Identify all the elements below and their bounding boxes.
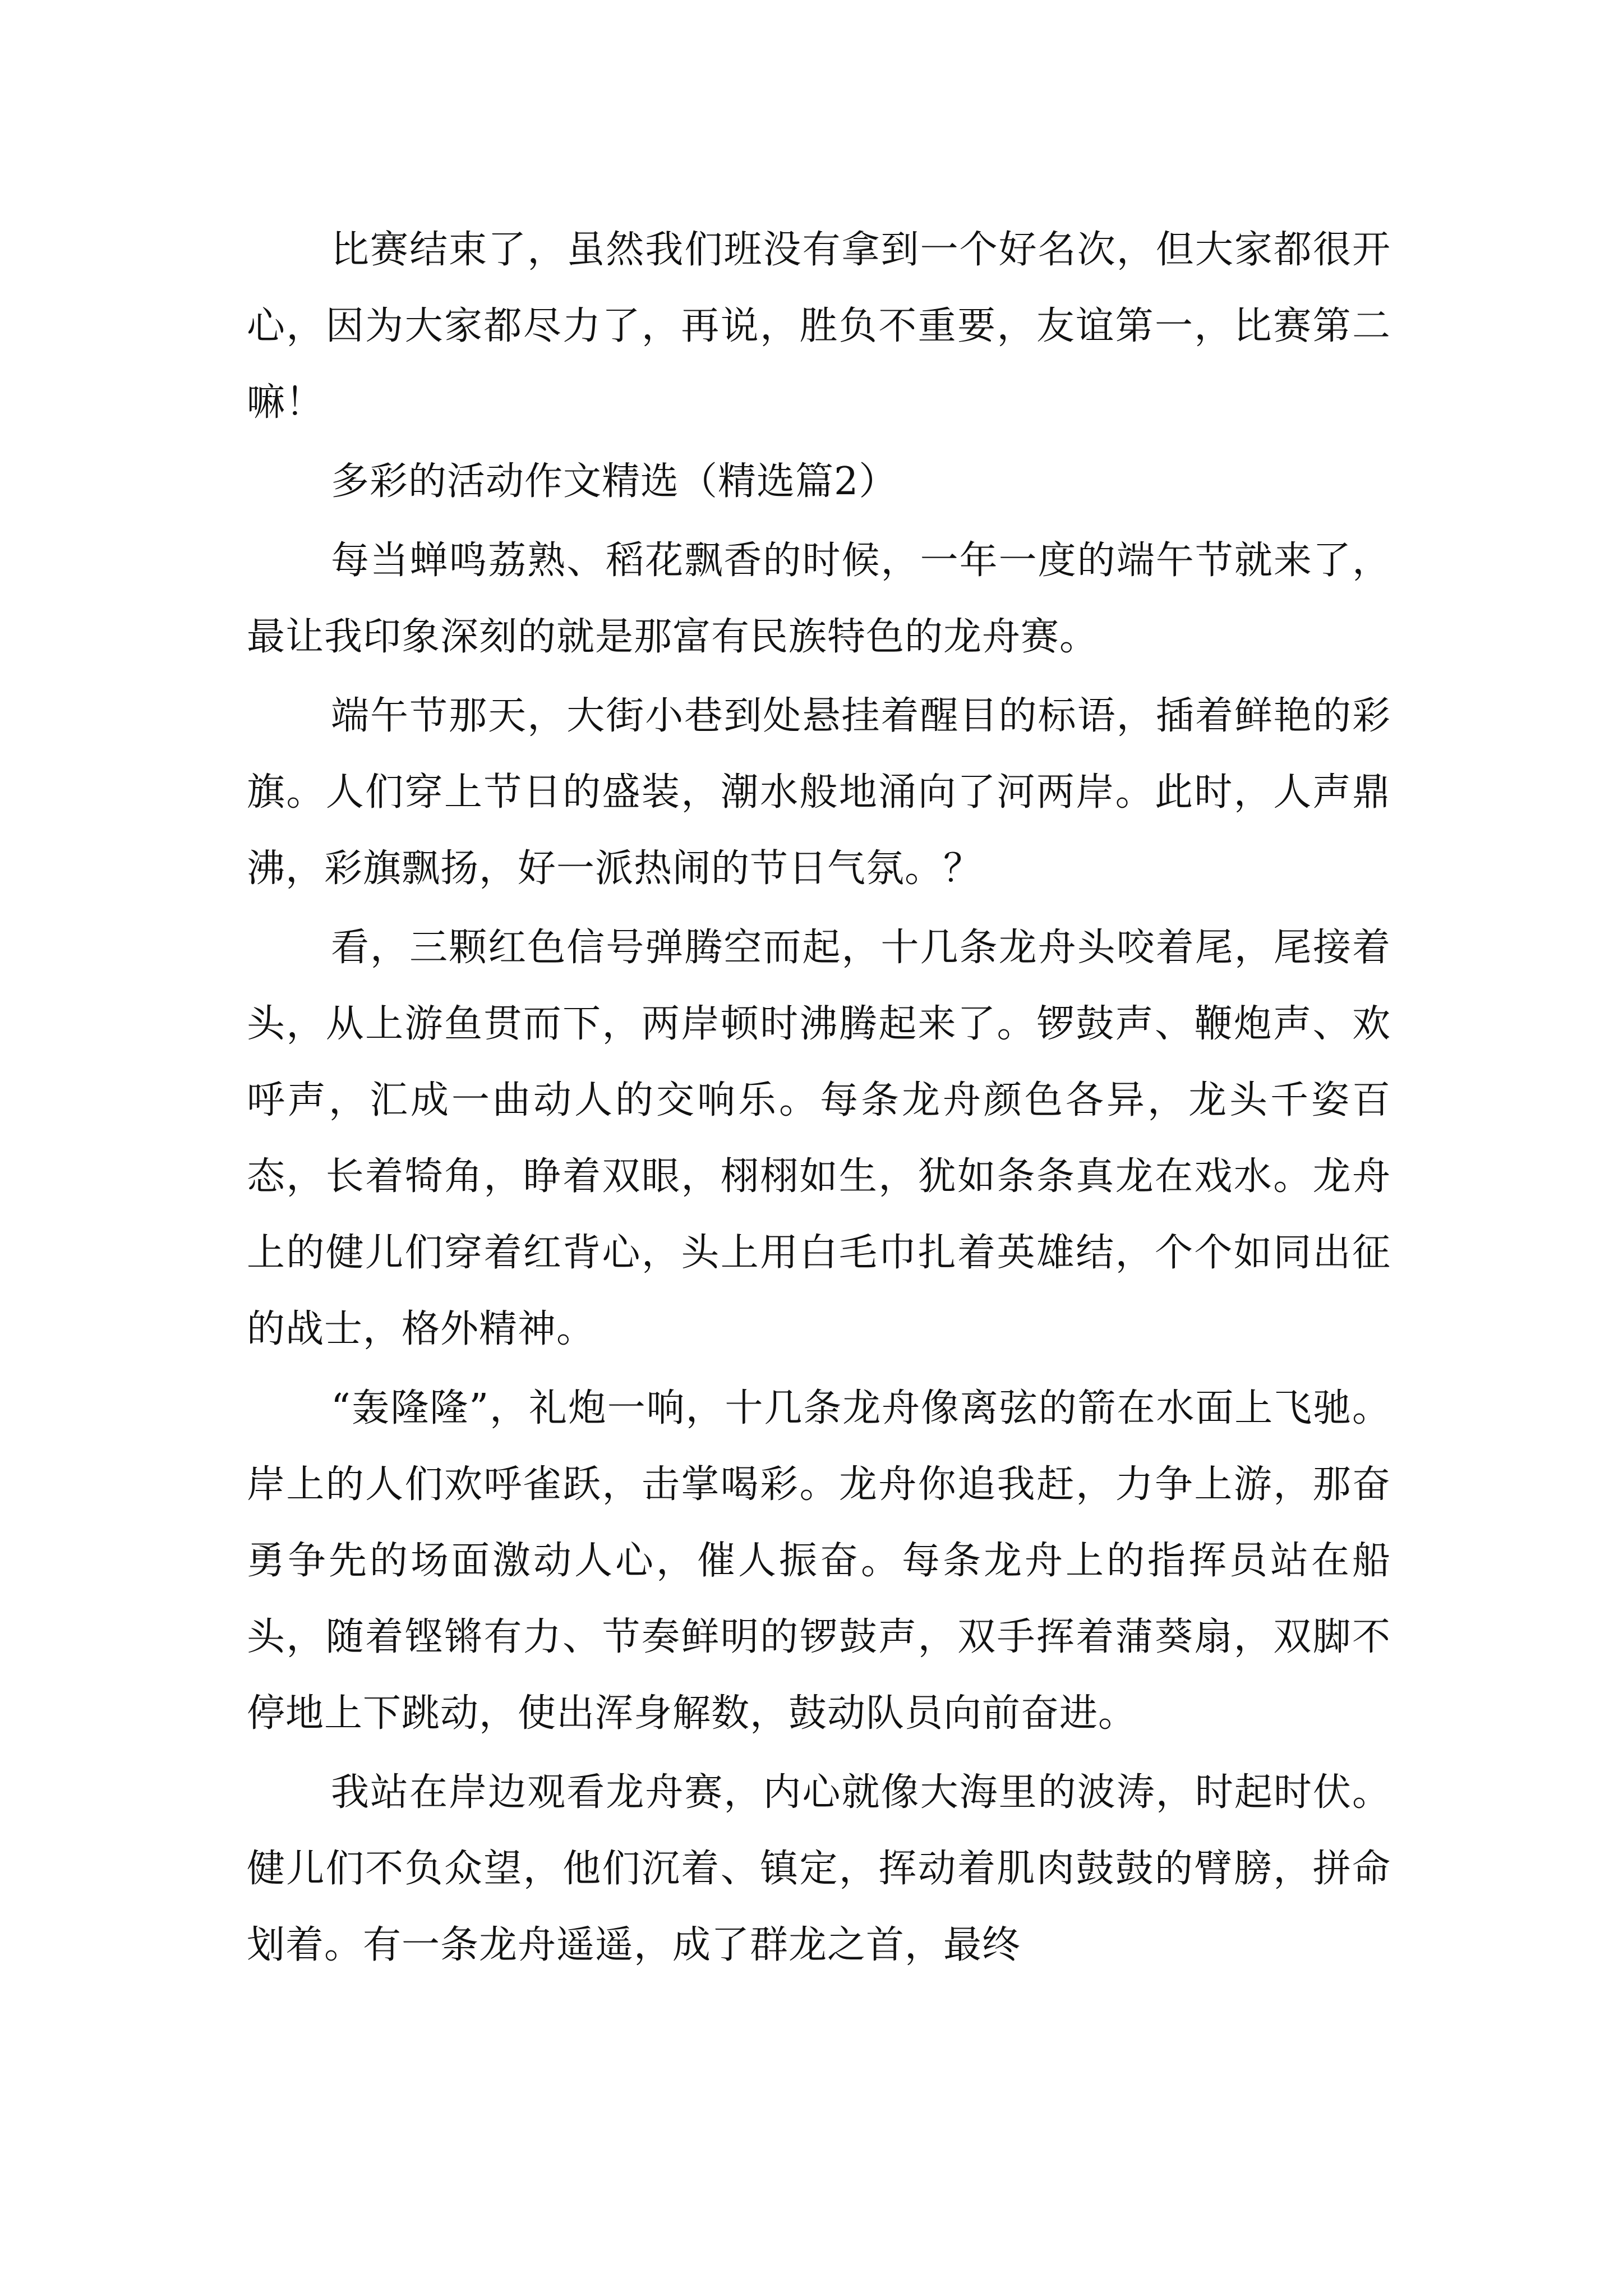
paragraph-spectator: 我站在岸边观看龙舟赛，内心就像大海里的波涛，时起时伏。健儿们不负众望，他们沉着、镇定，挥动着肌肉鼓鼓的臂膀，拼命划着。有一条龙舟遥遥，成了群龙之首，最终 xyxy=(247,1770,1391,1967)
paragraph-intro: 每当蝉鸣荔熟、稻花飘香的时候，一年一度的端午节就来了，最让我印象深刻的就是那富有民族特色的龙舟赛。 xyxy=(247,539,1391,659)
paragraph-race-action: “轰隆隆”，礼炮一响，十几条龙舟像离弦的箭在水面上飞驰。岸上的人们欢呼雀跃，击掌喝彩。龙舟你追我赶，力争上游，那奋勇争先的场面激动人心，催人振奋。每条龙舟上的指挥员站在船头，随着铿锵有力、节奏鲜明的锣鼓声，双手挥着蒲葵扇，双脚不停地上下跳动，使出浑身解数，鼓动队员向前奋进。 xyxy=(247,1386,1391,1736)
paragraph-conclusion: 比赛结束了，虽然我们班没有拿到一个好名次，但大家都很开心，因为大家都尽力了，再说，胜负不重要，友谊第一，比赛第二嘛！ xyxy=(247,228,1391,425)
paragraph-race-start: 看，三颗红色信号弹腾空而起，十几条龙舟头咬着尾，尾接着头，从上游鱼贯而下，两岸顿时沸腾起来了。锣鼓声、鞭炮声、欢呼声，汇成一曲动人的交响乐。每条龙舟颜色各异，龙头千姿百态，长着犄角，睁着双眼，栩栩如生，犹如条条真龙在戏水。龙舟上的健儿们穿着红背心，头上用白毛巾扎着英雄结，个个如同出征的战士，格外精神。 xyxy=(247,926,1391,1351)
paragraph-festival-scene: 端午节那天，大街小巷到处悬挂着醒目的标语，插着鲜艳的彩旗。人们穿上节日的盛装，潮水般地涌向了河两岸。此时，人声鼎沸，彩旗飘扬，好一派热闹的节日气氛。？ xyxy=(247,694,1391,891)
section-heading: 多彩的活动作文精选（精选篇2） xyxy=(331,459,898,504)
document-body xyxy=(247,212,1391,1986)
